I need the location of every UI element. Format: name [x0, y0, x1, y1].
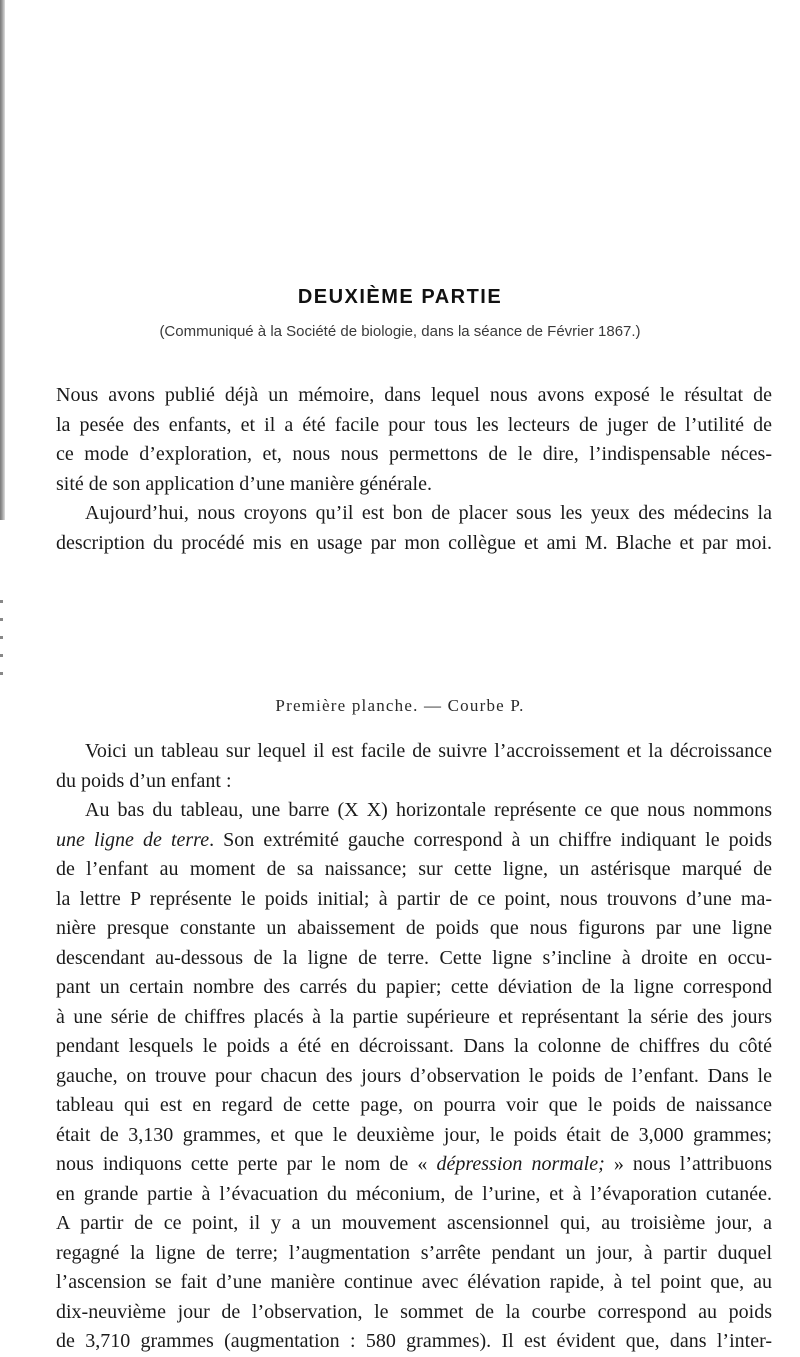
- text-line: à une série de chiffres placés à la partie supérieure et représentant la série des jours: [56, 1005, 772, 1028]
- text-line: Voici un tableau sur lequel il est facile de suivre l’accroissement et la décroissance: [85, 740, 772, 762]
- part-heading: DEUXIÈME PARTIE: [297, 286, 503, 308]
- text-line: du poids d’un enfant :: [56, 769, 232, 792]
- communication-note: (Communiqué à la Société de biologie, dans la séance de Février 1867.): [159, 323, 641, 340]
- italic-term: dépression normale;: [436, 1153, 605, 1175]
- text-line: l’ascension se fait d’une manière continue avec élévation rapide, à tel point que, au: [56, 1271, 772, 1293]
- text-line: en grande partie à l’évacuation du méconium, de l’urine, et à l’évaporation cutanée.: [56, 1182, 772, 1205]
- italic-term: une ligne de terre: [56, 828, 210, 851]
- text-line: était de 3,130 grammes, et que le deuxième jour, le poids était de 3,000 grammes;: [56, 1123, 772, 1146]
- text-line: nière presque constante un abaissement de poids que nous figurons par une ligne: [56, 917, 772, 939]
- text-line: la pesée des enfants, et il a été facile pour tous les lecteurs de juger de l’utilité de: [56, 413, 772, 436]
- text-line: une ligne de terre. Son extrémité gauche correspond à un chiffre indiquant le poids: [56, 828, 772, 851]
- text-line: tableau qui est en regard de cette page, on pourra voir que le poids de naissance: [56, 1094, 772, 1116]
- text-line: descendant au-dessous de la ligne de terre. Cette ligne s’incline à droite en occu-: [56, 946, 772, 969]
- text-line: pendant lesquels le poids a été en décroissant. Dans la colonne de chiffres du côté: [56, 1035, 772, 1057]
- text-line: la lettre P représente le poids initial; à partir de ce point, nous trouvons d’une ma-: [56, 887, 772, 910]
- text-line: Aujourd’hui, nous croyons qu’il est bon de placer sous les yeux des médecins la: [85, 502, 772, 524]
- intro-paragraphs: [56, 381, 772, 558]
- section-title: Première planche. — Courbe P.: [275, 696, 525, 715]
- text-line: de 3,710 grammes (augmentation : 580 grammes). Il est évident que, dans l’inter-: [56, 1330, 772, 1352]
- text-line: description du procédé mis en usage par mon collègue et ami M. Blache et par moi.: [56, 531, 772, 554]
- text-line: A partir de ce point, il y a un mouvement ascensionnel qui, au troisième jour, a: [56, 1212, 772, 1234]
- text-line: nous indiquons cette perte par le nom de « dépression normale; » nous l’attribuons: [56, 1153, 772, 1175]
- text-line: sité de son application d’une manière générale.: [56, 472, 432, 495]
- text-line: dix-neuvième jour de l’observation, le sommet de la courbe correspond au poids: [56, 1300, 772, 1323]
- text-line: gauche, on trouve pour chacun des jours d’observation le poids de l’enfant. Dans le: [56, 1064, 772, 1087]
- page-edge-marks: [0, 600, 3, 690]
- text-line: de l’enfant au moment de sa naissance; sur cette ligne, un astérisque marqué de: [56, 858, 772, 880]
- text-line: Nous avons publié déjà un mémoire, dans lequel nous avons exposé le résultat de: [56, 384, 772, 406]
- main-paragraphs: [56, 737, 772, 1357]
- text-line: pant un certain nombre des carrés du papier; cette déviation de la ligne correspond: [56, 976, 772, 998]
- text-line: Au bas du tableau, une barre (X X) horizontale représente ce que nous nommons: [85, 799, 772, 821]
- page-edge-shadow: [0, 0, 5, 520]
- text-line: regagné la ligne de terre; l’augmentation s’arrête pendant un jour, à partir duquel: [56, 1241, 772, 1264]
- text-line: ce mode d’exploration, et, nous nous permettons de le dire, l’indispensable néces-: [56, 443, 772, 465]
